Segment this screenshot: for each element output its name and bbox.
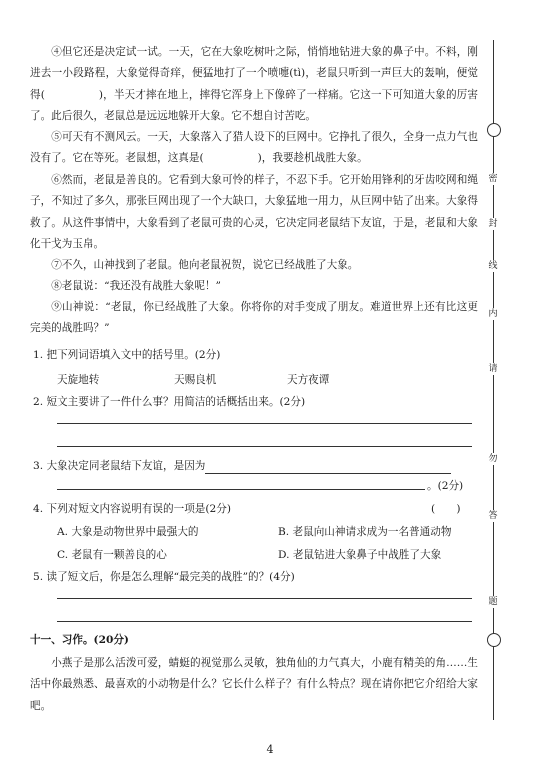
story-paragraph-6: ⑥然而，老鼠是善良的。它看到大象可怜的样子，不忍下手。它开始用锋利的牙齿咬网和绳子，不知过了多久，那张巨网出现了一个大缺口，大象猛地一用力，从巨网中钻了出来。大象得救了。从这件事情中，大象看到了老鼠可贵的心灵，它决定同老鼠结下友谊，于是，老鼠和大象化干戈为玉帛。 [30, 174, 478, 251]
sidebar-char-6: 勿 [486, 453, 500, 465]
story-paragraph-9: ⑨山神说：“老鼠，你已经战胜了大象。你将你的对手变成了朋友。难道世界上还有比这更完美的战胜吗？” [30, 301, 478, 335]
sidebar-char-5: 请 [486, 363, 500, 375]
p4-text-b: )，半天才摔在地上，摔得它浑身上下像碎了一样痛。它这一下可知道大象的厉害了。此后很久，老鼠总是远远地躲开大象。它不想自讨苦吃。 [30, 88, 478, 123]
binding-hole-bottom [487, 633, 501, 647]
answer-line-3a[interactable] [205, 461, 451, 474]
essay-prompt: 小燕子是那么活泼可爱，蜻蜓的视觉那么灵敏，独角仙的力气真大，小鹿有精美的角……生活中你最熟悉、最喜欢的小动物是什么？它长什么样子？有什么特点？现在请你把它介绍给大家吧。 [30, 657, 478, 712]
p4-text: ④但它还是决定试一试。一天，它在大象吃树叶之际，悄悄地钻进大象的鼻子中。不料，刚进去一小段路程，大象觉得奇痒，便猛地打了一个喷嚏(tì)，老鼠只听到一声巨大的轰响，便觉得( [30, 46, 478, 101]
sidebar-char-4: 内 [486, 308, 500, 320]
story-paragraph-4 [30, 42, 478, 128]
seal-line [493, 40, 494, 720]
story-paragraph-5 [30, 127, 478, 170]
question-3-score: 。(2分) [427, 480, 464, 492]
option-a: A. 大象是动物世界中最强大的 [57, 526, 199, 538]
page-number: 4 [266, 743, 274, 756]
sidebar-char-3: 线 [486, 260, 500, 272]
word-option-3: 天方夜谭 [287, 374, 330, 386]
section-11-title: 十一、习作。(20分) [30, 634, 129, 646]
sidebar-char-8: 题 [486, 596, 500, 608]
option-d: D. 老鼠钻进大象鼻子中战胜了大象 [278, 549, 442, 561]
answer-line-2a[interactable] [57, 423, 472, 424]
question-4: 4. 下列对短文内容说明有误的一项是(2分) [33, 503, 231, 515]
question-2: 2. 短文主要讲了一件什么事？用简洁的话概括出来。(2分) [33, 396, 306, 408]
sidebar-char-2: 封 [486, 218, 500, 230]
answer-line-3b[interactable] [57, 489, 425, 490]
question-3-text: 3. 大象决定同老鼠结下友谊，是因为 [33, 460, 206, 472]
sidebar-char-7: 答 [486, 510, 500, 522]
answer-bracket-4[interactable]: ( ) [431, 503, 461, 515]
story-paragraph-8: ⑧老鼠说：“我还没有战胜大象呢！” [51, 280, 221, 292]
question-5: 5. 读了短文后，你是怎么理解“最完美的战胜”的？(4分) [33, 571, 295, 583]
p5-text-b: )，我要趁机战胜大象。 [257, 152, 368, 165]
seal-line-sidebar [483, 40, 505, 720]
binding-hole-top [487, 123, 501, 137]
answer-line-5a[interactable] [57, 598, 472, 599]
p5-text: ⑤可天有不测风云。一天，大象落入了猎人设下的巨网中。它挣扎了很久，全身一点力气也没有了。它在等死。老鼠想，这真是( [30, 131, 478, 165]
question-1: 1. 把下列词语填入文中的括号里。(2分) [33, 349, 221, 361]
answer-line-2b[interactable] [57, 446, 472, 447]
sidebar-char-1: 密 [486, 173, 500, 185]
story-paragraph-7: ⑦不久，山神找到了老鼠。他向老鼠祝贺，说它已经战胜了大象。 [51, 259, 359, 271]
answer-line-5b[interactable] [57, 621, 472, 622]
option-b: B. 老鼠向山神请求成为一名普通动物 [278, 526, 452, 538]
question-3 [33, 458, 451, 474]
word-option-1: 天旋地转 [57, 374, 100, 386]
option-c: C. 老鼠有一颗善良的心 [57, 549, 167, 561]
word-option-2: 天赐良机 [174, 374, 217, 386]
